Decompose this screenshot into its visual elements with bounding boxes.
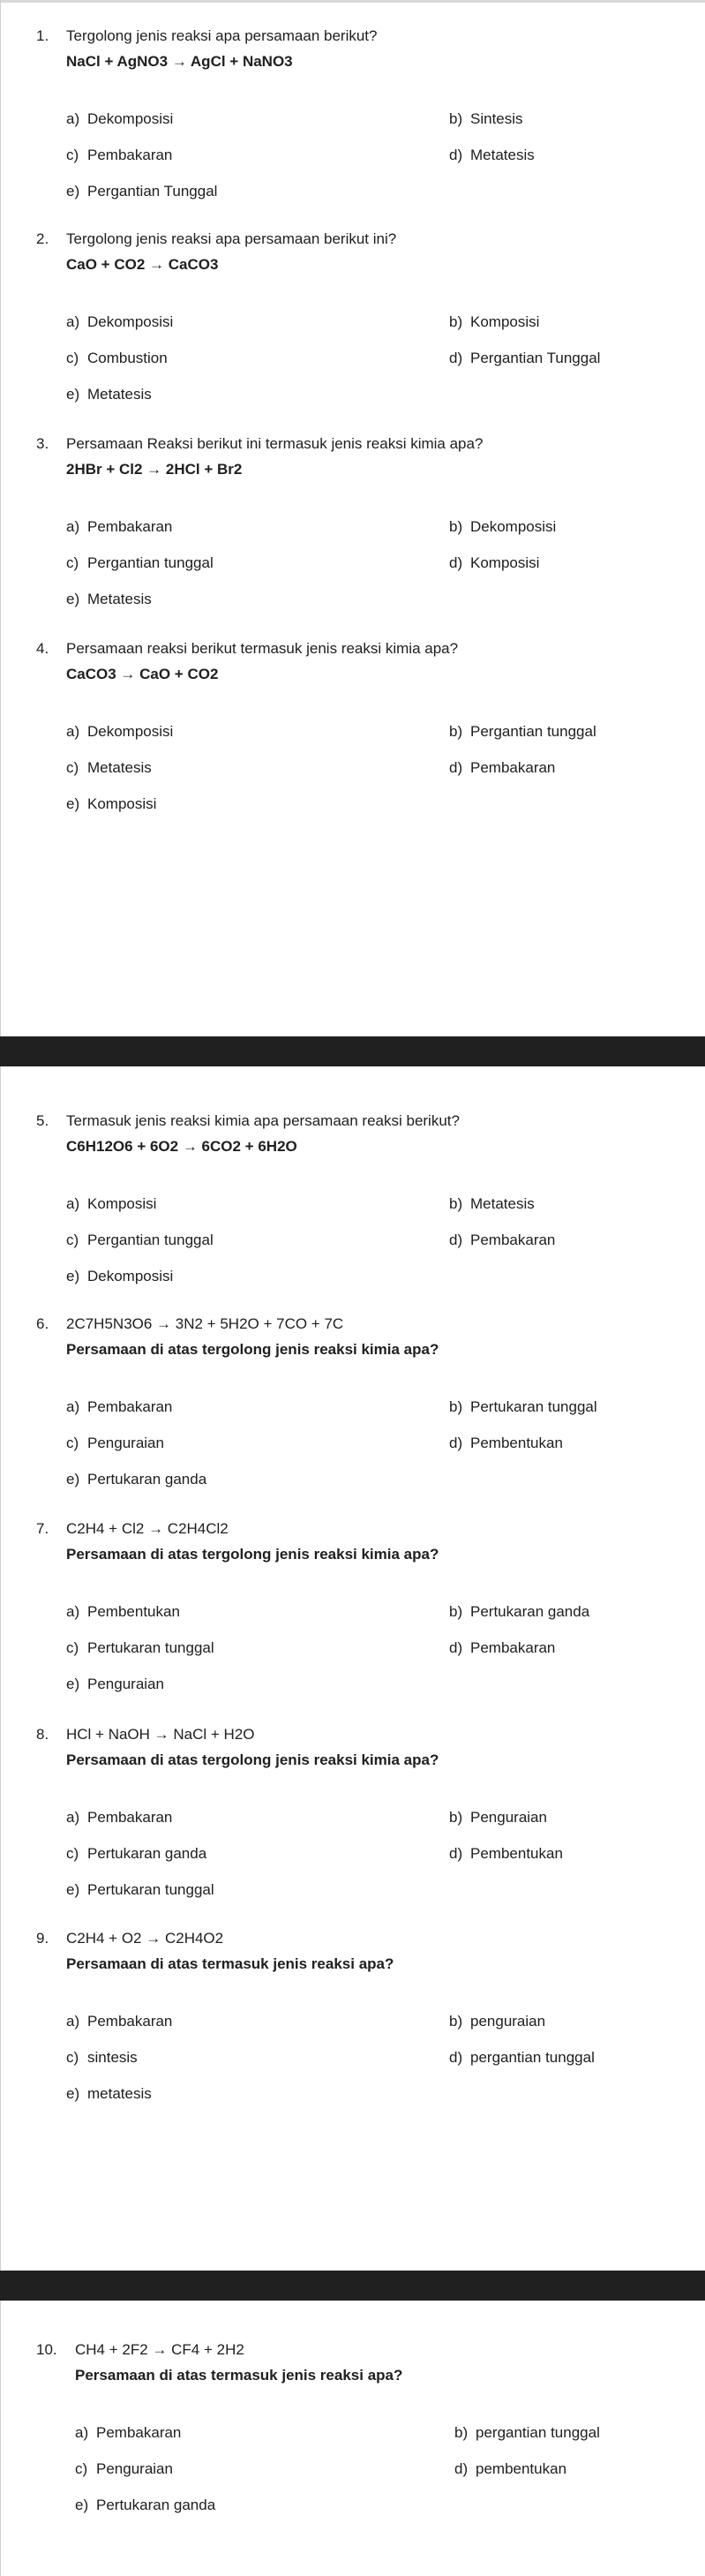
option-text: Pergantian Tunggal	[87, 183, 218, 200]
option-text: Metatesis	[87, 759, 152, 776]
question-number: 8.	[36, 1726, 49, 1743]
option-letter: b)	[454, 2424, 469, 2441]
question-stem: Persamaan Reaksi berikut ini termasuk jenis reaksi kimia apa?	[66, 435, 484, 452]
option-letter: d)	[449, 554, 463, 571]
option-letter: d)	[449, 147, 463, 163]
question-stem: C2H4 + O2 → C2H4O2	[66, 1930, 224, 1947]
question-subline: CaO + CO2 → CaCO3	[66, 256, 219, 273]
answer-option[interactable]	[66, 2085, 152, 2103]
option-text: Pergantian tunggal	[87, 554, 214, 571]
answer-option[interactable]	[449, 110, 523, 128]
option-letter: c)	[75, 2460, 88, 2477]
option-letter: d)	[454, 2460, 469, 2477]
answer-option[interactable]	[449, 2013, 545, 2030]
option-letter: b)	[449, 1603, 463, 1620]
page-left-edge	[0, 0, 1, 1036]
option-letter: e)	[66, 2085, 80, 2102]
question-number: 6.	[36, 1315, 49, 1332]
option-text: Pembakaran	[470, 1639, 556, 1656]
option-text: Penguraian	[87, 1435, 164, 1451]
answer-option[interactable]	[449, 1398, 597, 1416]
answer-option[interactable]	[66, 386, 152, 403]
question-stem: 2C7H5N3O6 → 3N2 + 5H2O + 7CO + 7C	[66, 1315, 344, 1332]
answer-option[interactable]	[66, 795, 156, 813]
question-subline: 2HBr + Cl2 → 2HCl + Br2	[66, 461, 243, 478]
option-text: pergantian tunggal	[476, 2424, 600, 2441]
question-subline: Persamaan di atas termasuk jenis reaksi apa?	[75, 2367, 403, 2384]
option-letter: e)	[66, 1268, 80, 1284]
question-item	[36, 1520, 671, 1706]
option-text: Pembakaran	[470, 1232, 556, 1248]
option-letter: c)	[66, 1639, 79, 1656]
option-text: Pembentukan	[87, 1603, 180, 1620]
question-subline: Persamaan di atas tergolong jenis reaksi kimia apa?	[66, 1341, 439, 1358]
question-item	[36, 27, 671, 213]
answer-option[interactable]	[66, 1881, 214, 1899]
answer-option[interactable]	[449, 1435, 563, 1452]
option-text: Penguraian	[87, 1676, 164, 1692]
question-item	[36, 1726, 671, 1911]
option-text: Pembentukan	[470, 1845, 563, 1862]
option-text: Pertukaran ganda	[87, 1471, 207, 1488]
option-text: Pembentukan	[470, 1435, 563, 1451]
question-item	[36, 435, 671, 621]
answer-option[interactable]	[66, 2013, 172, 2030]
option-text: Pertukaran ganda	[96, 2497, 216, 2513]
option-letter: d)	[449, 1639, 463, 1656]
option-text: Pertukaran ganda	[470, 1603, 590, 1620]
option-letter: a)	[66, 110, 80, 127]
question-subline: Persamaan di atas tergolong jenis reaksi kimia apa?	[66, 1751, 439, 1768]
answer-option[interactable]	[449, 1232, 555, 1249]
question-item	[36, 1112, 671, 1298]
answer-option[interactable]	[449, 1603, 589, 1621]
question-number: 7.	[36, 1520, 49, 1537]
option-letter: a)	[66, 313, 80, 330]
question-number: 10.	[36, 2341, 57, 2358]
question-item	[36, 1315, 671, 1501]
option-letter: b)	[449, 1195, 463, 1212]
option-letter: a)	[66, 1809, 80, 1826]
question-stem: Tergolong jenis reaksi apa persamaan berikut ini?	[66, 230, 397, 247]
option-letter: a)	[66, 2013, 80, 2030]
option-letter: c)	[66, 350, 79, 366]
answer-option[interactable]	[66, 554, 214, 572]
option-letter: e)	[66, 795, 80, 812]
option-text: Combustion	[87, 350, 168, 366]
answer-option[interactable]	[66, 1398, 172, 1416]
answer-option[interactable]	[449, 1845, 563, 1863]
option-letter: b)	[449, 1398, 463, 1415]
option-letter: d)	[449, 350, 463, 366]
option-letter: e)	[66, 1676, 80, 1692]
question-number: 2.	[36, 230, 49, 247]
option-letter: a)	[66, 518, 80, 535]
option-letter: c)	[66, 759, 79, 776]
option-text: Metatesis	[87, 386, 152, 403]
question-subline: NaCl + AgNO3 → AgCl + NaNO3	[66, 53, 293, 70]
option-text: pembentukan	[476, 2460, 567, 2477]
question-item	[36, 1930, 671, 2115]
question-item	[36, 640, 671, 825]
answer-option[interactable]	[449, 554, 539, 572]
answer-option[interactable]	[66, 1195, 156, 1213]
option-letter: b)	[449, 313, 463, 330]
question-item	[36, 230, 671, 416]
option-text: Komposisi	[87, 795, 157, 812]
option-letter: e)	[75, 2497, 89, 2513]
page-separator	[0, 2271, 705, 2301]
question-number: 5.	[36, 1112, 49, 1129]
answer-option[interactable]	[66, 1435, 164, 1452]
option-text: Dekomposisi	[87, 313, 174, 330]
option-letter: c)	[66, 1232, 79, 1248]
option-letter: b)	[449, 2013, 463, 2030]
option-letter: c)	[66, 554, 79, 571]
answer-option[interactable]	[75, 2460, 173, 2478]
answer-option[interactable]	[449, 518, 556, 536]
option-letter: e)	[66, 1471, 80, 1488]
page-left-edge	[0, 1066, 1, 2271]
option-text: Pembakaran	[87, 147, 173, 163]
option-text: penguraian	[470, 2013, 546, 2030]
option-text: Penguraian	[96, 2460, 173, 2477]
option-letter: b)	[449, 723, 463, 740]
question-subline: CaCO3 → CaO + CO2	[66, 666, 219, 682]
answer-option[interactable]	[66, 350, 168, 367]
question-stem: Persamaan reaksi berikut termasuk jenis reaksi kimia apa?	[66, 640, 459, 657]
option-text: Sintesis	[470, 110, 523, 127]
question-stem: Termasuk jenis reaksi kimia apa persamaan reaksi berikut?	[66, 1112, 460, 1129]
option-letter: b)	[449, 1809, 463, 1826]
option-letter: d)	[449, 1845, 463, 1862]
option-text: sintesis	[87, 2049, 138, 2066]
question-subline: Persamaan di atas tergolong jenis reaksi kimia apa?	[66, 1546, 439, 1563]
answer-option[interactable]	[449, 1639, 555, 1657]
option-letter: d)	[449, 2049, 463, 2066]
answer-option[interactable]	[454, 2424, 600, 2442]
option-text: Pergantian tunggal	[470, 723, 596, 740]
question-number: 4.	[36, 640, 49, 657]
option-letter: e)	[66, 183, 80, 200]
option-text: Metatesis	[87, 591, 152, 607]
answer-option[interactable]	[449, 350, 600, 367]
option-text: pergantian tunggal	[470, 2049, 595, 2066]
option-text: Komposisi	[470, 554, 540, 571]
option-text: Pergantian Tunggal	[470, 350, 601, 366]
answer-option[interactable]	[66, 1639, 214, 1657]
answer-option[interactable]	[454, 2460, 566, 2478]
answer-option[interactable]	[66, 110, 173, 128]
option-letter: c)	[66, 147, 79, 163]
answer-option[interactable]	[449, 313, 539, 331]
question-number: 1.	[36, 27, 49, 44]
answer-option[interactable]	[75, 2497, 215, 2514]
option-text: Metatesis	[470, 1195, 535, 1212]
option-text: Pembakaran	[87, 1398, 173, 1415]
answer-option[interactable]	[66, 183, 217, 200]
answer-option[interactable]	[449, 759, 555, 777]
answer-option[interactable]	[66, 2049, 138, 2067]
option-letter: c)	[66, 2049, 79, 2066]
answer-option[interactable]	[449, 147, 535, 164]
option-text: Metatesis	[470, 147, 535, 163]
option-text: Pertukaran tunggal	[87, 1639, 214, 1656]
answer-option[interactable]	[66, 1232, 214, 1249]
option-text: Pembakaran	[87, 1809, 173, 1826]
option-letter: a)	[66, 1195, 80, 1212]
answer-option[interactable]	[66, 1845, 206, 1863]
option-text: Dekomposisi	[87, 723, 174, 740]
option-text: Pertukaran tunggal	[470, 1398, 597, 1415]
question-number: 9.	[36, 1930, 49, 1947]
question-stem: CH4 + 2F2 → CF4 + 2H2	[75, 2341, 244, 2358]
option-letter: d)	[449, 1232, 463, 1248]
answer-option[interactable]	[66, 313, 173, 331]
page-top-border	[0, 0, 705, 3]
answer-option[interactable]	[66, 1809, 172, 1827]
option-text: Pertukaran tunggal	[87, 1881, 214, 1898]
answer-option[interactable]	[66, 759, 152, 777]
option-text: Pembakaran	[96, 2424, 182, 2441]
question-stem: HCl + NaOH → NaCl + H2O	[66, 1726, 255, 1743]
option-text: Komposisi	[87, 1195, 157, 1212]
option-text: Komposisi	[470, 313, 540, 330]
answer-option[interactable]	[66, 1603, 180, 1621]
answer-option[interactable]	[66, 1471, 206, 1488]
answer-option[interactable]	[449, 1195, 535, 1213]
option-letter: a)	[66, 1603, 80, 1620]
option-letter: d)	[449, 1435, 463, 1451]
option-letter: a)	[75, 2424, 89, 2441]
answer-option[interactable]	[449, 2049, 595, 2067]
answer-option[interactable]	[66, 147, 172, 164]
question-stem: Tergolong jenis reaksi apa persamaan berikut?	[66, 27, 378, 44]
option-text: Pembakaran	[87, 2013, 173, 2030]
answer-option[interactable]	[66, 591, 152, 608]
option-letter: b)	[449, 518, 463, 535]
answer-option[interactable]	[66, 1676, 164, 1693]
question-subline: Persamaan di atas termasuk jenis reaksi apa?	[66, 1955, 394, 1972]
option-text: Penguraian	[470, 1809, 547, 1826]
option-letter: e)	[66, 1881, 80, 1898]
option-letter: a)	[66, 723, 80, 740]
option-letter: b)	[449, 110, 463, 127]
answer-option[interactable]	[449, 1809, 547, 1827]
option-letter: e)	[66, 386, 80, 403]
page-left-edge	[0, 2301, 1, 2576]
option-text: Pembakaran	[470, 759, 556, 776]
question-stem: C2H4 + Cl2 → C2H4Cl2	[66, 1520, 229, 1537]
answer-option[interactable]	[449, 723, 596, 741]
option-text: Dekomposisi	[87, 110, 174, 127]
option-text: Dekomposisi	[470, 518, 557, 535]
page-separator	[0, 1036, 705, 1066]
option-letter: a)	[66, 1398, 80, 1415]
answer-option[interactable]	[66, 723, 173, 741]
option-letter: e)	[66, 591, 80, 607]
option-text: Pertukaran ganda	[87, 1845, 207, 1862]
answer-option[interactable]	[66, 518, 172, 536]
answer-option[interactable]	[75, 2424, 181, 2442]
option-text: metatesis	[87, 2085, 152, 2102]
answer-option[interactable]	[66, 1268, 173, 1285]
option-letter: d)	[449, 759, 463, 776]
question-item	[36, 2341, 671, 2527]
option-text: Dekomposisi	[87, 1268, 174, 1284]
option-text: Pergantian tunggal	[87, 1232, 214, 1248]
option-letter: c)	[66, 1435, 79, 1451]
question-number: 3.	[36, 435, 49, 452]
question-subline: C6H12O6 + 6O2 → 6CO2 + 6H2O	[66, 1138, 297, 1155]
option-letter: c)	[66, 1845, 79, 1862]
option-text: Pembakaran	[87, 518, 173, 535]
